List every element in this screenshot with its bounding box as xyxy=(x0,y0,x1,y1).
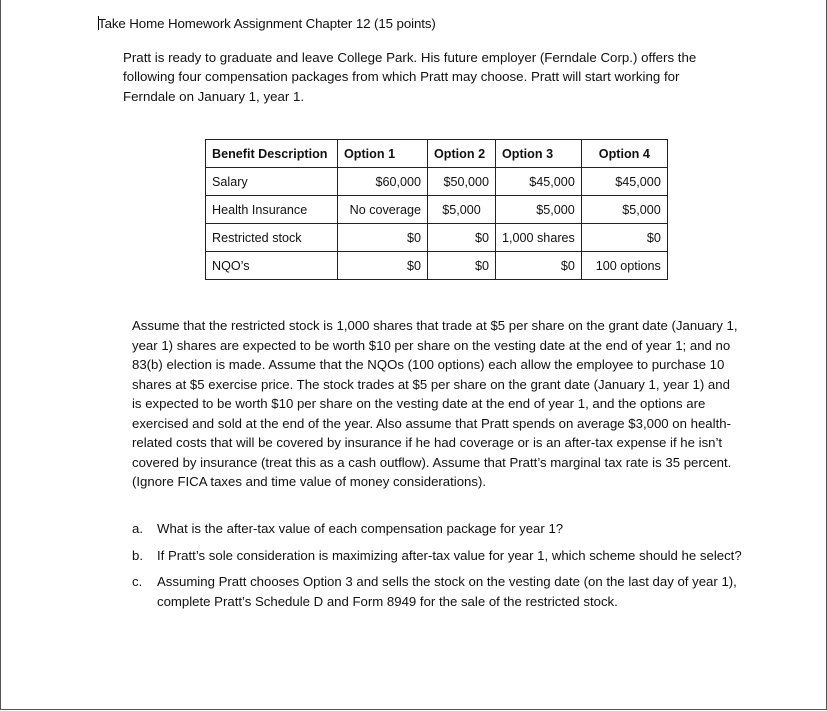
list-item xyxy=(132,519,742,539)
row-label: Salary xyxy=(206,168,338,196)
title-rest: ake Home Homework Assignment Chapter 12 (15 points) xyxy=(104,16,436,31)
list-item xyxy=(132,546,742,566)
table-cell: $0 xyxy=(338,252,428,280)
assignment-title xyxy=(98,16,436,31)
row-label: Restricted stock xyxy=(206,224,338,252)
table-cell: $5,000 xyxy=(581,196,667,224)
table-cell: $5,000 xyxy=(428,196,496,224)
table-cell: 100 options xyxy=(581,252,667,280)
intro-paragraph: Pratt is ready to graduate and leave College Park. His future employer (Ferndale Corp.) offers the following four compensation packages from which Pratt may choose. Pratt will start working for Ferndale on January 1, year 1. xyxy=(123,50,697,104)
row-label: NQO’s xyxy=(206,252,338,280)
question-text: If Pratt’s sole consideration is maximizing after-tax value for year 1, which scheme should he select? xyxy=(157,547,742,563)
table-cell: $45,000 xyxy=(581,168,667,196)
table-row xyxy=(206,168,668,196)
question-letter: c. xyxy=(132,574,143,589)
table-cell: $0 xyxy=(496,252,582,280)
list-item xyxy=(132,572,742,611)
table-cell: $0 xyxy=(428,252,496,280)
table-header-row xyxy=(206,140,668,168)
table-cell: $45,000 xyxy=(496,168,582,196)
question-letter: b. xyxy=(132,547,143,563)
table-cell: $0 xyxy=(338,224,428,252)
header-benefit-description: Benefit Description xyxy=(206,140,338,168)
header-option-4: Option 4 xyxy=(581,140,667,168)
question-text: Assuming Pratt chooses Option 3 and sells the stock on the vesting date (on the last day of year 1), complete Pratt’s Schedule D and Form 8949 for the sale of the restricted stock. xyxy=(157,574,737,609)
question-letter: a. xyxy=(132,521,143,536)
question-text: What is the after-tax value of each compensation package for year 1? xyxy=(157,521,564,536)
table-cell: No coverage xyxy=(338,196,428,224)
title-first-letter: T xyxy=(98,16,105,31)
table-cell: $0 xyxy=(581,224,667,252)
question-list xyxy=(132,519,742,618)
header-option-2: Option 2 xyxy=(428,140,496,168)
header-option-1: Option 1 xyxy=(338,140,428,168)
assumptions-paragraph: Assume that the restricted stock is 1,000 shares that trade at $5 per share on the grant date (January 1, year 1) shares are expected to be worth $10 per share on the vesting date at the end of year 1; and no 83(b) election is made. Assume that the NQOs (100 options) each allow the employee to purchase 10 shares at $5 exercise price. The stock trades at $5 per share on the grant date (January 1, year 1) and is expected to be worth $10 per share on the vesting date at the end of year 1, and the options are exercised and sold at the end of the year. Also assume that Pratt spends on average $3,000 on health-related costs that will be covered by insurance if he had coverage or is an after-tax expense if he isn’t covered by insurance (treat this as a cash outflow). Assume that Pratt’s marginal tax rate is 35 percent. (Ignore FICA taxes and time value of money considerations). xyxy=(132,318,738,489)
table-row xyxy=(206,196,668,224)
table-cell: $0 xyxy=(428,224,496,252)
table-cell: 1,000 shares xyxy=(496,224,582,252)
table-cell: $60,000 xyxy=(338,168,428,196)
header-option-3: Option 3 xyxy=(496,140,582,168)
row-label: Health Insurance xyxy=(206,196,338,224)
table-row xyxy=(206,252,668,280)
table-cell: $5,000 xyxy=(496,196,582,224)
table-row xyxy=(206,224,668,252)
compensation-table xyxy=(205,139,668,280)
table-cell: $50,000 xyxy=(428,168,496,196)
